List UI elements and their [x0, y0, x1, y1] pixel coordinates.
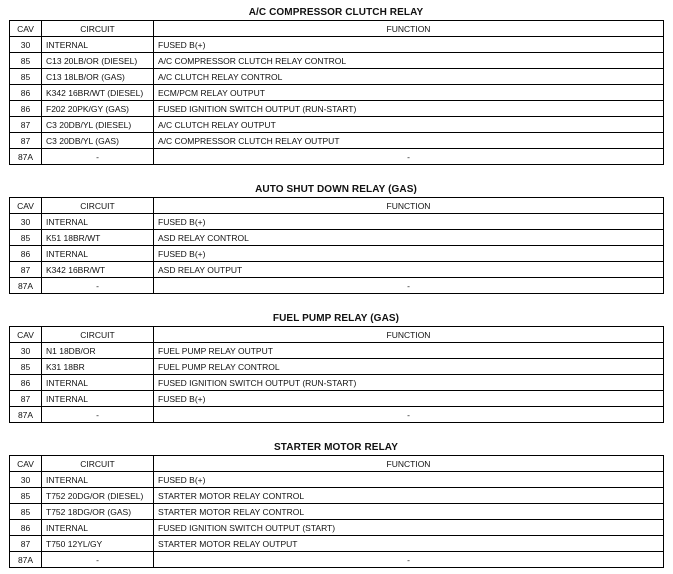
- circuit-cell: INTERNAL: [42, 472, 154, 488]
- table-row: [10, 552, 664, 568]
- cav-cell: 86: [10, 101, 42, 117]
- table-row: [10, 536, 664, 552]
- section-title: A/C COMPRESSOR CLUTCH RELAY: [248, 7, 424, 18]
- function-cell: -: [154, 278, 664, 294]
- header-row: [10, 21, 664, 37]
- function-cell: FUEL PUMP RELAY CONTROL: [154, 359, 664, 375]
- table-row: [10, 246, 664, 262]
- table-row: [10, 391, 664, 407]
- header-function: FUNCTION: [154, 198, 664, 214]
- table-row: [10, 101, 664, 117]
- section-ac-compressor-clutch-relay: [9, 6, 663, 165]
- table-row: [10, 230, 664, 246]
- cav-cell: 87: [10, 262, 42, 278]
- table-row: [10, 278, 664, 294]
- table-row: [10, 37, 664, 53]
- circuit-cell: F202 20PK/GY (GAS): [42, 101, 154, 117]
- cav-cell: 86: [10, 85, 42, 101]
- section-title: AUTO SHUT DOWN RELAY (GAS): [255, 184, 417, 195]
- header-function: FUNCTION: [154, 327, 664, 343]
- cav-cell: 87A: [10, 149, 42, 165]
- table-row: [10, 85, 664, 101]
- circuit-cell: K31 18BR: [42, 359, 154, 375]
- function-cell: FUSED B(+): [154, 246, 664, 262]
- function-cell: A/C COMPRESSOR CLUTCH RELAY OUTPUT: [154, 133, 664, 149]
- circuit-cell: T752 18DG/OR (GAS): [42, 504, 154, 520]
- cav-cell: 85: [10, 230, 42, 246]
- relay-table: [9, 197, 664, 294]
- header-row: [10, 456, 664, 472]
- circuit-cell: C3 20DB/YL (GAS): [42, 133, 154, 149]
- cav-cell: 86: [10, 375, 42, 391]
- function-cell: STARTER MOTOR RELAY CONTROL: [154, 488, 664, 504]
- circuit-cell: -: [42, 552, 154, 568]
- header-circuit: CIRCUIT: [42, 456, 154, 472]
- circuit-cell: INTERNAL: [42, 520, 154, 536]
- table-row: [10, 488, 664, 504]
- circuit-cell: -: [42, 407, 154, 423]
- table-row: [10, 69, 664, 85]
- table-row: [10, 472, 664, 488]
- function-cell: FUSED IGNITION SWITCH OUTPUT (RUN-START): [154, 375, 664, 391]
- table-row: [10, 149, 664, 165]
- cav-cell: 85: [10, 53, 42, 69]
- function-cell: FUSED IGNITION SWITCH OUTPUT (RUN-START): [154, 101, 664, 117]
- table-row: [10, 504, 664, 520]
- table-row: [10, 407, 664, 423]
- function-cell: FUEL PUMP RELAY OUTPUT: [154, 343, 664, 359]
- circuit-cell: T750 12YL/GY: [42, 536, 154, 552]
- cav-cell: 30: [10, 214, 42, 230]
- cav-cell: 85: [10, 488, 42, 504]
- cav-cell: 85: [10, 504, 42, 520]
- function-cell: -: [154, 552, 664, 568]
- header-circuit: CIRCUIT: [42, 198, 154, 214]
- circuit-cell: C3 20DB/YL (DIESEL): [42, 117, 154, 133]
- cav-cell: 87: [10, 536, 42, 552]
- cav-cell: 30: [10, 343, 42, 359]
- function-cell: A/C CLUTCH RELAY CONTROL: [154, 69, 664, 85]
- function-cell: STARTER MOTOR RELAY OUTPUT: [154, 536, 664, 552]
- table-row: [10, 375, 664, 391]
- cav-cell: 85: [10, 69, 42, 85]
- cav-cell: 87: [10, 117, 42, 133]
- table-row: [10, 359, 664, 375]
- table-row: [10, 262, 664, 278]
- circuit-cell: N1 18DB/OR: [42, 343, 154, 359]
- header-row: [10, 327, 664, 343]
- table-row: [10, 53, 664, 69]
- cav-cell: 86: [10, 520, 42, 536]
- header-cav: CAV: [10, 327, 42, 343]
- cav-cell: 87A: [10, 407, 42, 423]
- circuit-cell: K51 18BR/WT: [42, 230, 154, 246]
- circuit-cell: INTERNAL: [42, 375, 154, 391]
- section-auto-shut-down-relay: [9, 183, 663, 294]
- function-cell: ECM/PCM RELAY OUTPUT: [154, 85, 664, 101]
- function-cell: FUSED B(+): [154, 37, 664, 53]
- circuit-cell: T752 20DG/OR (DIESEL): [42, 488, 154, 504]
- circuit-cell: C13 18LB/OR (GAS): [42, 69, 154, 85]
- function-cell: -: [154, 149, 664, 165]
- function-cell: A/C CLUTCH RELAY OUTPUT: [154, 117, 664, 133]
- circuit-cell: INTERNAL: [42, 214, 154, 230]
- cav-cell: 87: [10, 391, 42, 407]
- function-cell: FUSED B(+): [154, 391, 664, 407]
- function-cell: ASD RELAY OUTPUT: [154, 262, 664, 278]
- header-circuit: CIRCUIT: [42, 327, 154, 343]
- circuit-cell: INTERNAL: [42, 246, 154, 262]
- circuit-cell: -: [42, 278, 154, 294]
- cav-cell: 87A: [10, 552, 42, 568]
- cav-cell: 87: [10, 133, 42, 149]
- circuit-cell: K342 16BR/WT: [42, 262, 154, 278]
- circuit-cell: -: [42, 149, 154, 165]
- section-fuel-pump-relay: [9, 312, 663, 423]
- function-cell: A/C COMPRESSOR CLUTCH RELAY CONTROL: [154, 53, 664, 69]
- function-cell: ASD RELAY CONTROL: [154, 230, 664, 246]
- header-cav: CAV: [10, 198, 42, 214]
- relay-table: [9, 455, 664, 568]
- relay-table: [9, 326, 664, 423]
- header-cav: CAV: [10, 21, 42, 37]
- header-cav: CAV: [10, 456, 42, 472]
- header-circuit: CIRCUIT: [42, 21, 154, 37]
- table-row: [10, 117, 664, 133]
- function-cell: FUSED IGNITION SWITCH OUTPUT (START): [154, 520, 664, 536]
- section-title: FUEL PUMP RELAY (GAS): [272, 313, 400, 324]
- circuit-cell: C13 20LB/OR (DIESEL): [42, 53, 154, 69]
- table-row: [10, 343, 664, 359]
- table-row: [10, 214, 664, 230]
- header-function: FUNCTION: [154, 21, 664, 37]
- cav-cell: 30: [10, 37, 42, 53]
- header-row: [10, 198, 664, 214]
- section-title: STARTER MOTOR RELAY: [274, 442, 398, 453]
- header-function: FUNCTION: [154, 456, 664, 472]
- section-starter-motor-relay: [9, 441, 663, 568]
- cav-cell: 85: [10, 359, 42, 375]
- relay-table: [9, 20, 664, 165]
- function-cell: FUSED B(+): [154, 214, 664, 230]
- cav-cell: 30: [10, 472, 42, 488]
- table-row: [10, 520, 664, 536]
- cav-cell: 86: [10, 246, 42, 262]
- function-cell: FUSED B(+): [154, 472, 664, 488]
- circuit-cell: K342 16BR/WT (DIESEL): [42, 85, 154, 101]
- cav-cell: 87A: [10, 278, 42, 294]
- function-cell: -: [154, 407, 664, 423]
- table-row: [10, 133, 664, 149]
- circuit-cell: INTERNAL: [42, 37, 154, 53]
- function-cell: STARTER MOTOR RELAY CONTROL: [154, 504, 664, 520]
- circuit-cell: INTERNAL: [42, 391, 154, 407]
